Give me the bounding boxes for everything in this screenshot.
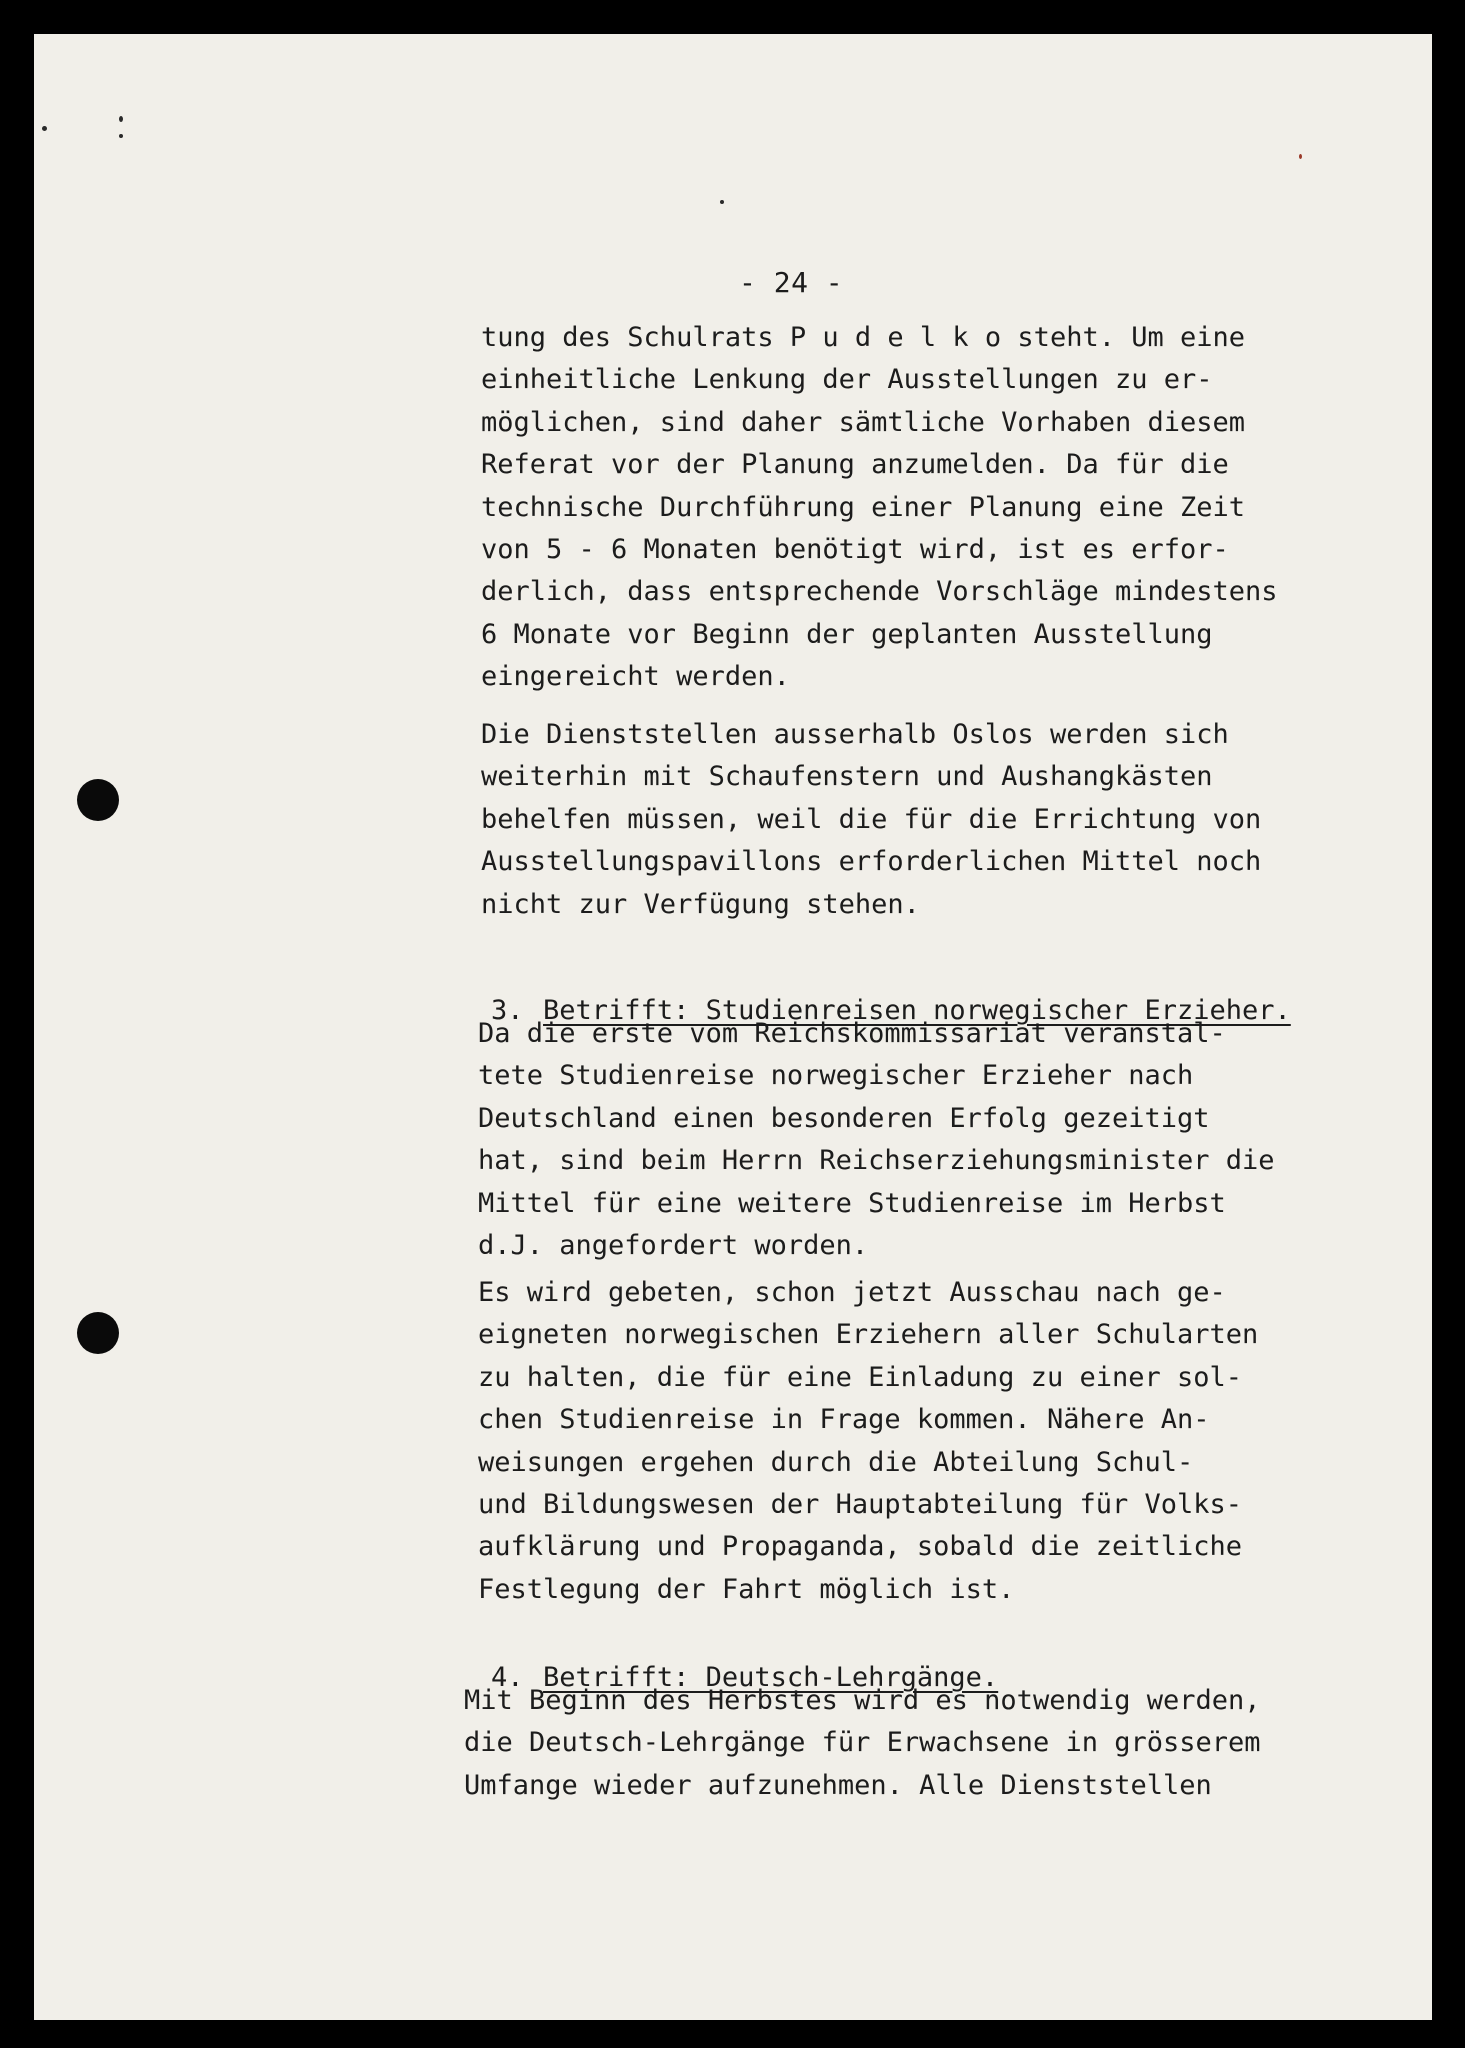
punch-hole-lower xyxy=(77,1312,119,1354)
text-line: aufklärung und Propaganda, sobald die zeitliche xyxy=(478,1531,1243,1563)
paragraph-2 xyxy=(481,714,1261,926)
text-line: weiterhin mit Schaufenstern und Aushangkästen xyxy=(481,761,1213,793)
text-line: Referat vor der Planung anzumelden. Da für die xyxy=(481,449,1229,481)
text-line: 6 Monate vor Beginn der geplanten Ausstellung xyxy=(481,618,1213,650)
text-line: möglichen, sind daher sämtliche Vorhaben diesem xyxy=(481,406,1246,438)
page-number: - 24 - xyxy=(739,266,844,299)
text-line: Die Dienststellen ausserhalb Oslos werden sich xyxy=(481,719,1229,750)
text-line: derlich, dass entsprechende Vorschläge mindestens xyxy=(481,576,1278,608)
text-line: eigneten norwegischen Erziehern aller Schularten xyxy=(478,1319,1259,1351)
text-line: technische Durchführung einer Planung eine Zeit xyxy=(481,491,1246,523)
text-line: chen Studienreise in Frage kommen. Nähere An- xyxy=(478,1404,1210,1436)
text-line: Deutschland einen besonderen Erfolg gezeitigt xyxy=(478,1102,1210,1134)
text-line: tung des Schulrats P u d e l k o steht. Um eine xyxy=(481,322,1246,353)
section-4-paragraph-1 xyxy=(464,1680,1261,1807)
text-line: Da die erste vom Reichskommissariat veranstal- xyxy=(478,1018,1226,1049)
ink-speck xyxy=(1299,154,1302,159)
ink-speck xyxy=(119,116,123,122)
text-line: Ausstellungspavillons erforderlichen Mittel noch xyxy=(481,846,1262,878)
text-line: behelfen müssen, weil die für die Errichtung von xyxy=(481,803,1262,835)
text-line: zu halten, die für eine Einladung zu einer sol- xyxy=(478,1361,1243,1393)
ink-speck xyxy=(720,200,724,204)
text-line: einheitliche Lenkung der Ausstellungen zu er- xyxy=(481,364,1213,396)
ink-speck xyxy=(119,134,123,138)
text-line: hat, sind beim Herrn Reichserziehungsminister die xyxy=(478,1145,1275,1177)
text-line: d.J. angefordert worden. xyxy=(478,1229,869,1261)
text-line: Umfange wieder aufzunehmen. Alle Dienststellen xyxy=(464,1769,1212,1801)
text-line: nicht zur Verfügung stehen. xyxy=(481,888,920,920)
text-line: eingereicht werden. xyxy=(481,661,790,693)
section-3-paragraph-2 xyxy=(478,1272,1258,1611)
text-line: Es wird gebeten, schon jetzt Ausschau nach ge- xyxy=(478,1277,1226,1308)
section-title: Betrifft: Studienreisen norwegischer Erzieher. xyxy=(543,995,1291,1026)
text-line: Mit Beginn des Herbstes wird es notwendig werden, xyxy=(464,1685,1261,1716)
paragraph-1 xyxy=(481,317,1278,699)
text-line: von 5 - 6 Monaten benötigt wird, ist es erfor- xyxy=(481,533,1229,565)
text-line: Mittel für eine weitere Studienreise im Herbst xyxy=(478,1187,1226,1219)
document-page xyxy=(34,34,1432,2020)
text-line: und Bildungswesen der Hauptabteilung für Volks- xyxy=(478,1488,1243,1520)
section-title: Betrifft: Deutsch-Lehrgänge. xyxy=(543,1662,999,1693)
text-line: tete Studienreise norwegischer Erzieher nach xyxy=(478,1060,1194,1092)
text-line: weisungen ergehen durch die Abteilung Schul- xyxy=(478,1446,1194,1478)
section-number: 4. xyxy=(491,1662,524,1693)
text-line: Festlegung der Fahrt möglich ist. xyxy=(478,1573,1015,1605)
punch-hole-upper xyxy=(77,779,119,821)
text-line: die Deutsch-Lehrgänge für Erwachsene in grösserem xyxy=(464,1727,1261,1759)
ink-speck xyxy=(42,126,47,131)
section-3-paragraph-1 xyxy=(478,1013,1275,1267)
section-number: 3. xyxy=(491,995,524,1026)
